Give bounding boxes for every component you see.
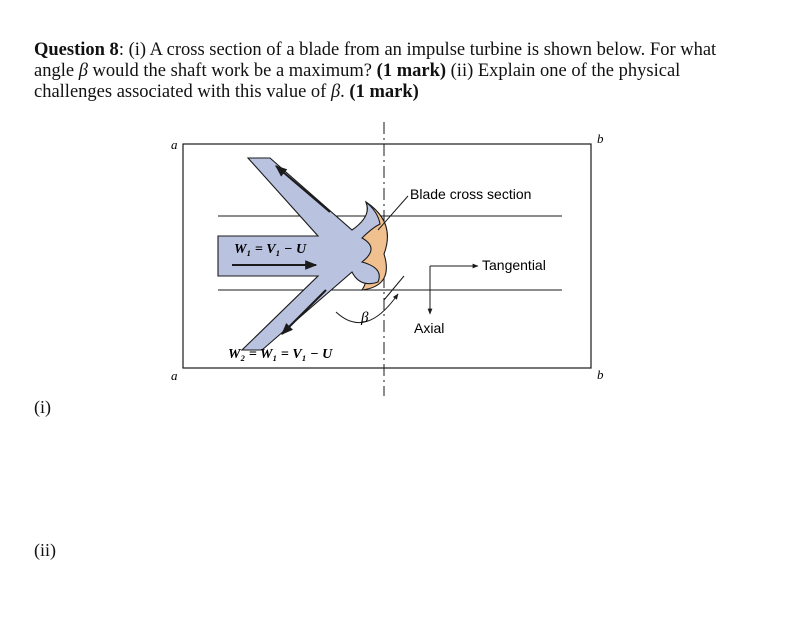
label-a-top: a [171, 137, 178, 152]
w2-label: W₂ = W₁ = V₁ − U [228, 347, 333, 362]
answer-label-i: (i) [34, 397, 51, 417]
mark-1: (1 mark) [376, 61, 447, 81]
mark-2: (1 mark) [349, 82, 419, 102]
label-a-bottom: a [171, 368, 178, 383]
blade-cross-section-label: Blade cross section [410, 186, 532, 202]
tangential-label: Tangential [482, 257, 546, 273]
question-text: Question 8: (i) A cross section of a blade from an impulse turbine is shown below. For what angle β would the shaft work be a maximum? (1 mark) (ii) Explain one of the physical challenges associated with this value of β. (1 mark) [34, 40, 717, 102]
beta-symbol-2: β [330, 82, 341, 102]
beta-ref-line [384, 276, 404, 300]
axial-label: Axial [414, 320, 445, 336]
label-b-bottom: b [597, 367, 604, 382]
w1-label: W₁ = V₁ − U [234, 242, 307, 257]
answer-label-ii: (ii) [34, 540, 56, 560]
question-heading: Question 8 [34, 40, 119, 60]
beta-label: β [361, 310, 369, 326]
blade-label-leader [378, 196, 408, 230]
beta-symbol: β [78, 61, 88, 81]
label-b-top: b [597, 131, 604, 146]
